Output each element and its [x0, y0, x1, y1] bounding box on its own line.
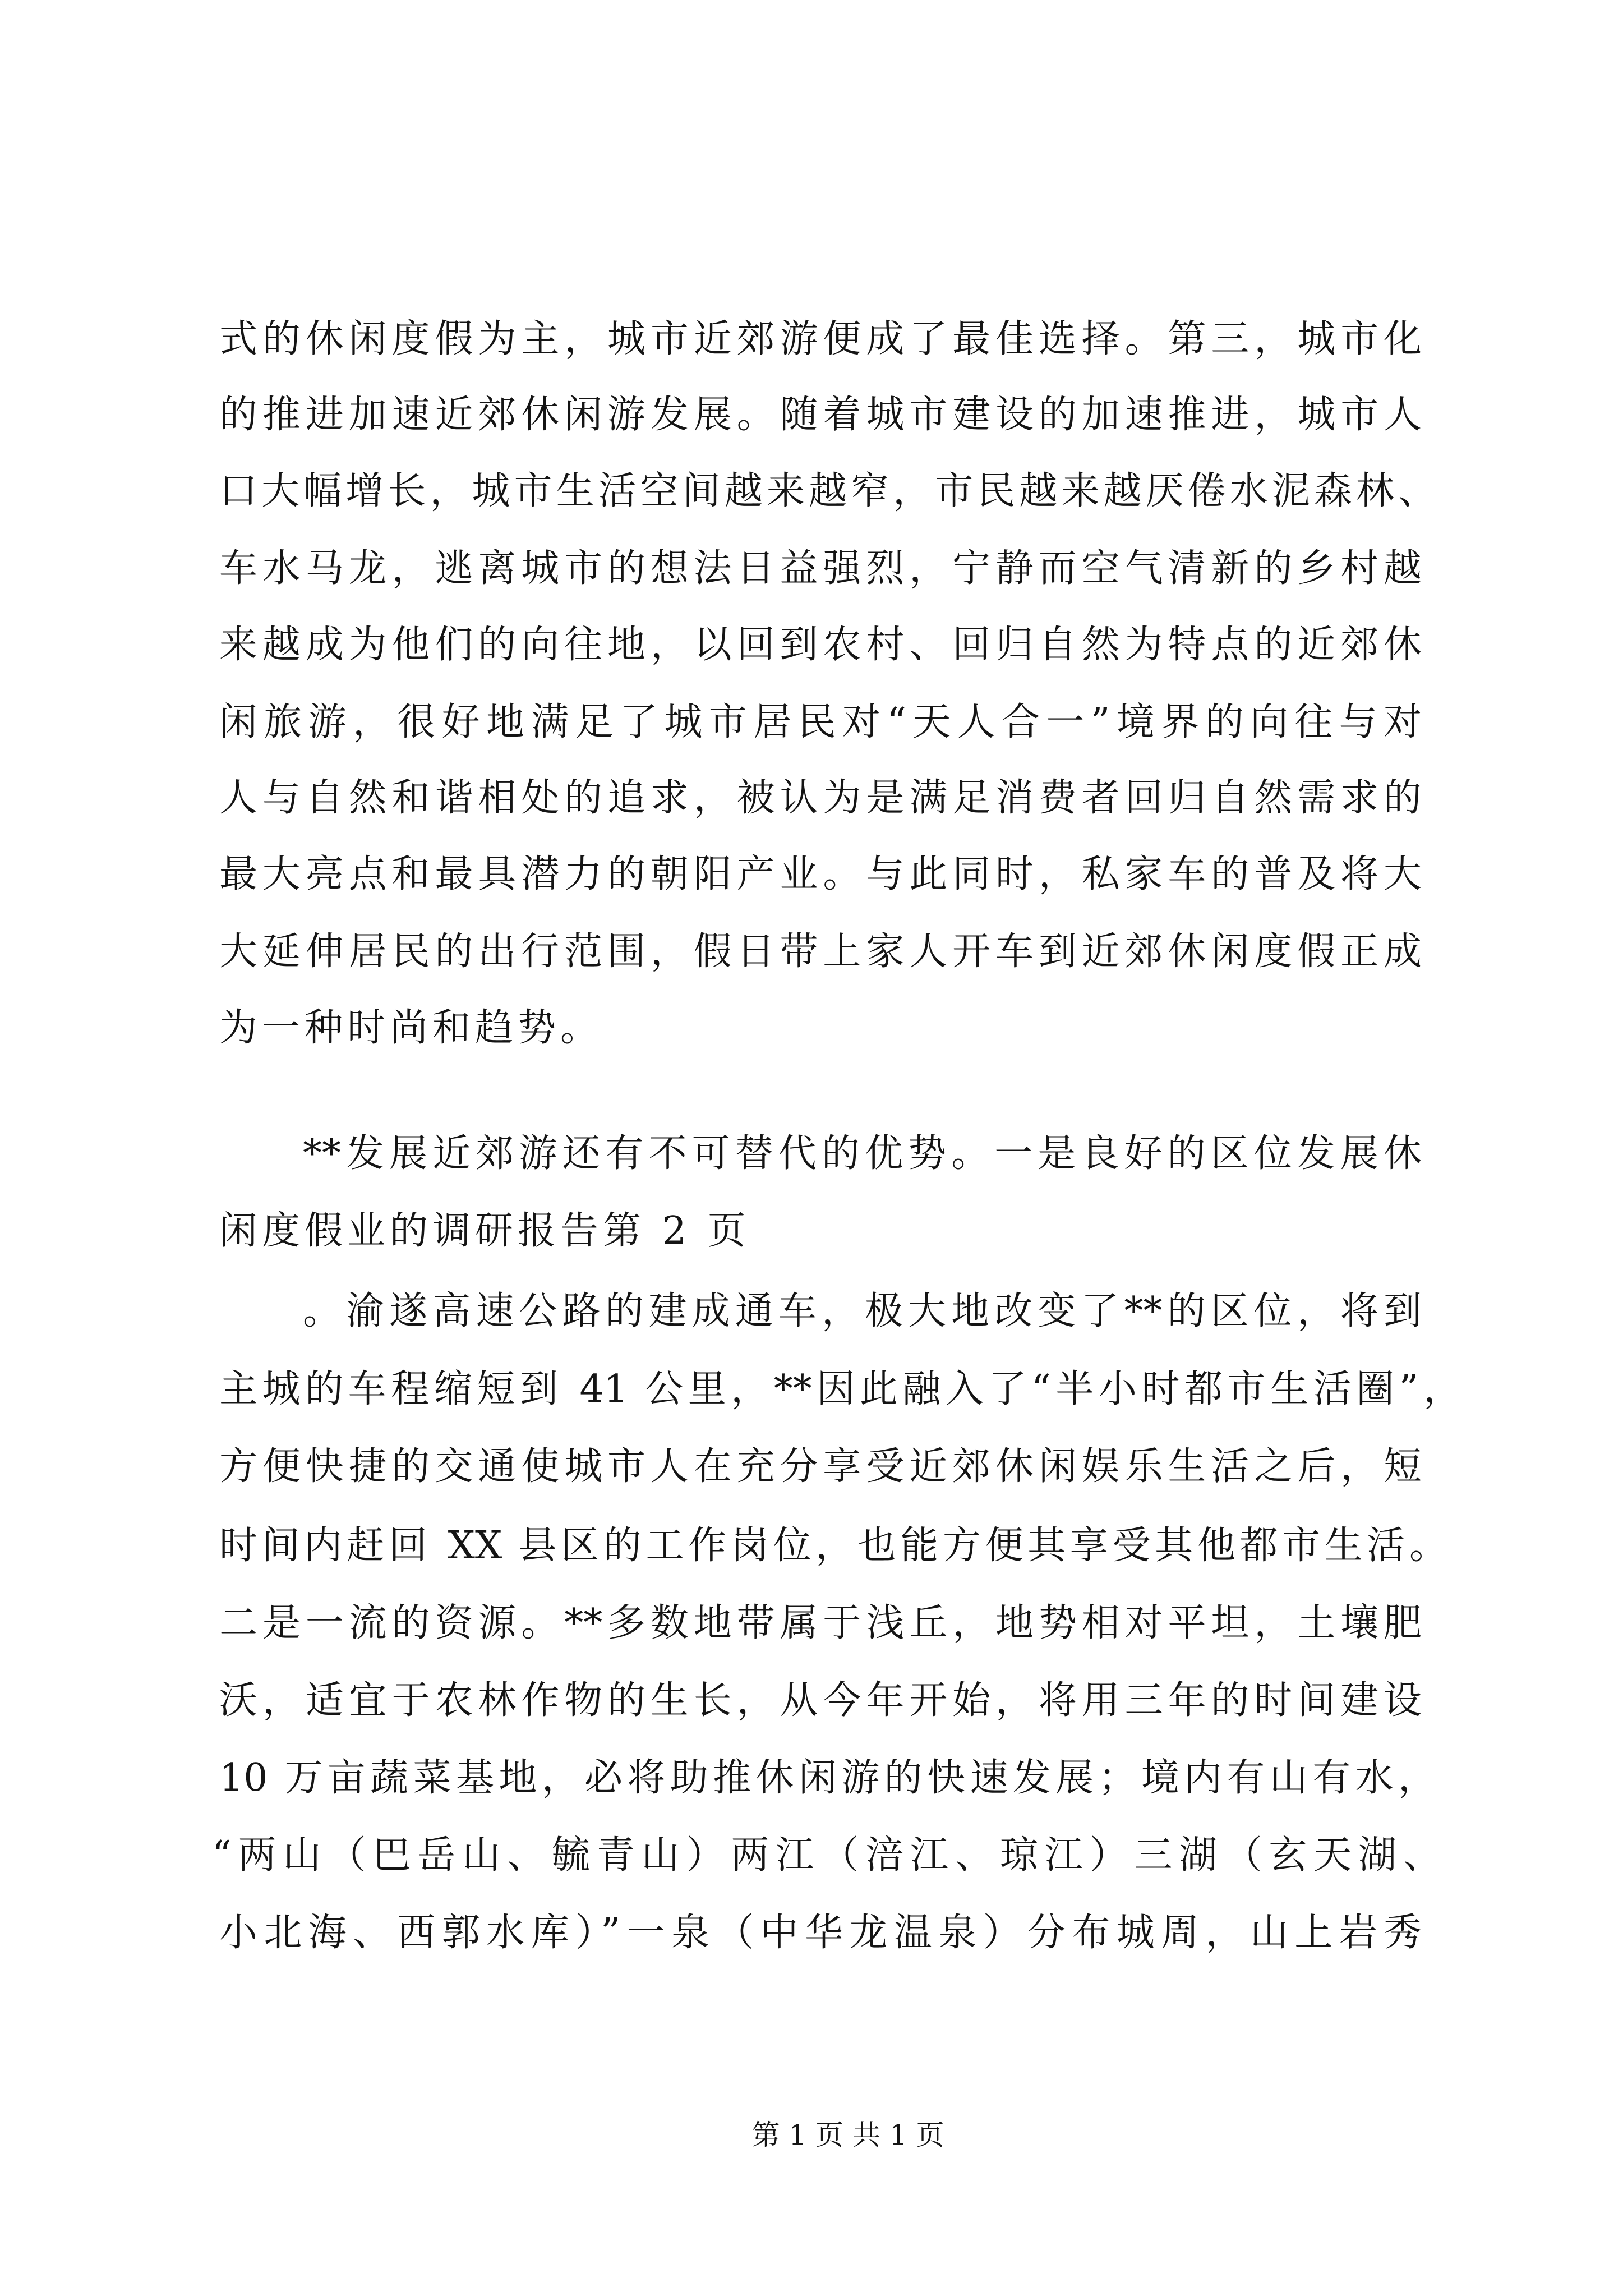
- text-line: 主城的车程缩短到 41 公里，**因此融入了“半小时都市生活圈”，: [219, 1367, 1461, 1411]
- text-line: 时间内赶回 XX 县区的工作岗位，也能方便其享受其他都市生活。: [219, 1524, 1447, 1568]
- text-line: 二是一流的资源。**多数地带属于浅丘，地势相对平坦，土壤肥: [219, 1601, 1422, 1645]
- text-line: 最大亮点和最具潜力的朝阳产业。与此同时，私家车的普及将大: [219, 852, 1422, 896]
- text-line: 人与自然和谐相处的追求，被认为是满足消费者回归自然需求的: [219, 776, 1422, 820]
- text-line-paragraph-start: 。渝遂高速公路的建成通车，极大地改变了**的区位，将到: [303, 1289, 1422, 1333]
- text-line: 沃，适宜于农林作物的生长，从今年开始，将用三年的时间建设: [219, 1678, 1422, 1723]
- text-line: 来越成为他们的向往地，以回到农村、回归自然为特点的近郊休: [219, 623, 1422, 667]
- text-line-paragraph-end: 闲度假业的调研报告第 2 页: [219, 1209, 750, 1253]
- text-line-paragraph-end: 为一种时尚和趋势。: [219, 1006, 603, 1050]
- text-line: 式的休闲度假为主，城市近郊游便成了最佳选择。第三，城市化: [219, 317, 1422, 361]
- text-line: 车水马龙，逃离城市的想法日益强烈，宁静而空气清新的乡村越: [219, 546, 1422, 591]
- text-line: 口大幅增长，城市生活空间越来越窄，市民越来越厌倦水泥森林、: [219, 469, 1436, 513]
- text-line-paragraph-start: **发展近郊游还有不可替代的优势。一是良好的区位发展休: [303, 1131, 1422, 1176]
- text-line: 小北海、西郭水库）”一泉（中华龙温泉）分布城周，山上岩秀: [219, 1911, 1422, 1955]
- page-number-footer: 第 1 页 共 1 页: [751, 2119, 944, 2151]
- text-line: 10 万亩蔬菜基地，必将助推休闲游的快速发展；境内有山有水，: [219, 1756, 1436, 1800]
- text-line: 闲旅游，很好地满足了城市居民对“天人合一”境界的向往与对: [219, 700, 1422, 744]
- text-line: 大延伸居民的出行范围，假日带上家人开车到近郊休闲度假正成: [219, 930, 1422, 974]
- text-line: 的推进加速近郊休闲游发展。随着城市建设的加速推进，城市人: [219, 393, 1422, 437]
- text-line: “两山（巴岳山、毓青山）两江（涪江、琼江）三湖（玄天湖、: [212, 1833, 1441, 1878]
- text-line: 方便快捷的交通使城市人在充分享受近郊休闲娱乐生活之后，短: [219, 1444, 1422, 1489]
